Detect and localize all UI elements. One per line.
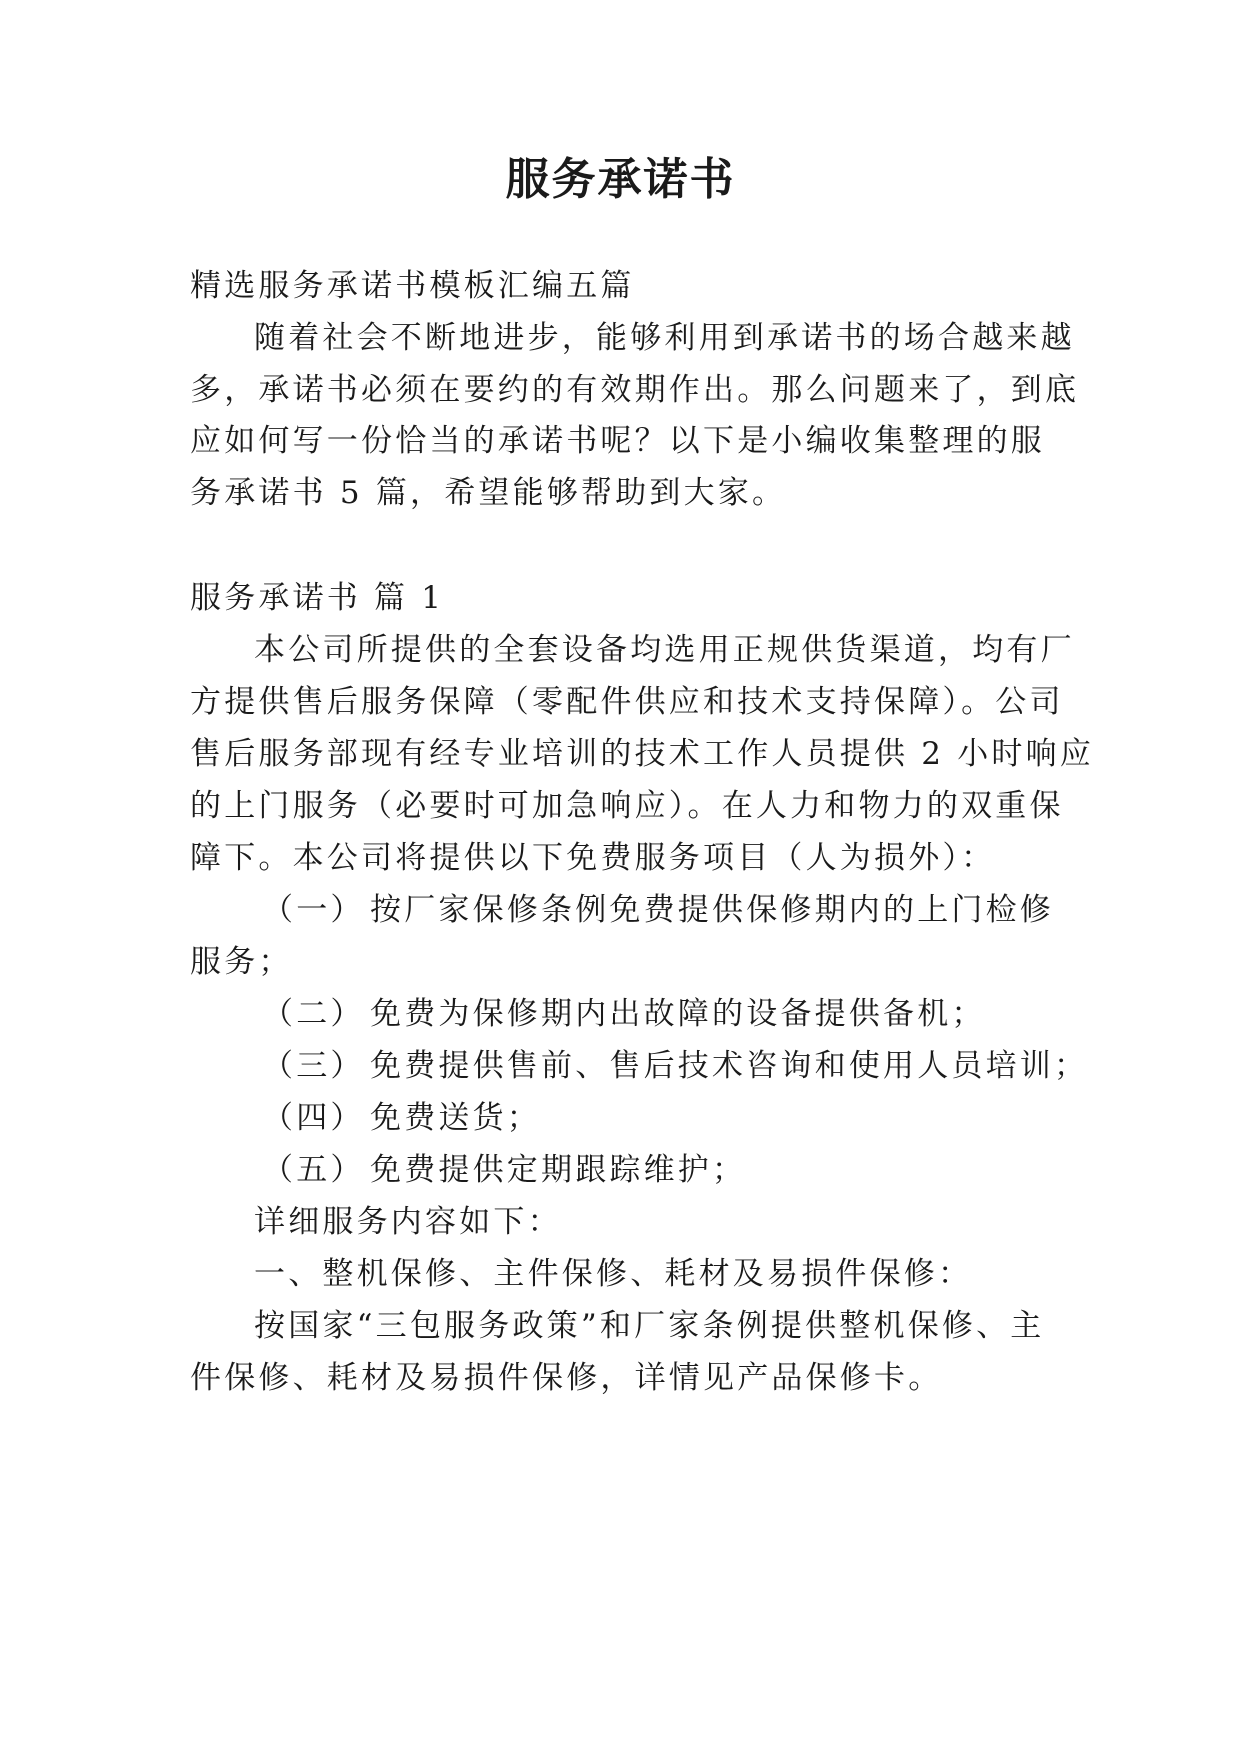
body-line: 本公司所提供的全套设备均选用正规供货渠道，均有厂 (254, 632, 1075, 668)
list-item-text: 按厂家保修条例免费提供保修期内的上门检修 (370, 892, 1054, 928)
body-line: 的上门服务（必要时可加急响应）。在人力和物力的双重保 (190, 788, 1064, 824)
list-item (262, 994, 986, 1034)
list-item-number: （五） (262, 1152, 365, 1188)
document-subtitle: 精选服务承诺书模板汇编五篇 (190, 268, 635, 304)
list-item-text: 免费提供定期跟踪维护； (370, 1152, 747, 1188)
sub-body-line: 件保修、耗材及易损件保修，详情见产品保修卡。 (190, 1360, 943, 1396)
intro-line: 务承诺书 5 篇，希望能够帮助到大家。 (190, 475, 787, 511)
body-line: 障下。本公司将提供以下免费服务项目（人为损外）： (190, 840, 996, 876)
list-item-number: （二） (262, 996, 365, 1032)
sub-heading: 一、整机保修、主件保修、耗材及易损件保修： (254, 1256, 973, 1292)
section-heading: 服务承诺书 篇 1 (190, 580, 445, 616)
list-item (262, 1098, 541, 1138)
intro-line: 多，承诺书必须在要约的有效期作出。那么问题来了，到底 (190, 372, 1080, 408)
list-item-number: （四） (262, 1100, 365, 1136)
list-item-continuation: 服务； (190, 944, 293, 980)
list-item-text: 免费为保修期内出故障的设备提供备机； (370, 996, 986, 1032)
intro-line: 应如何写一份恰当的承诺书呢？以下是小编收集整理的服 (190, 423, 1045, 459)
list-item (262, 890, 1054, 930)
intro-line: 随着社会不断地进步，能够利用到承诺书的场合越来越 (254, 320, 1075, 356)
body-line: 方提供售后服务保障（零配件供应和技术支持保障）。公司 (190, 684, 1064, 720)
list-item-text: 免费送货； (370, 1100, 541, 1136)
sub-body-line: 按国家“三包服务政策”和厂家条例提供整机保修、主 (254, 1308, 1045, 1344)
body-line: 售后服务部现有经专业培训的技术工作人员提供 2 小时响应 (190, 736, 1095, 772)
list-item-text: 免费提供售前、售后技术咨询和使用人员培训； (370, 1048, 1089, 1084)
page-title: 服务承诺书 (505, 154, 736, 205)
list-item (262, 1150, 746, 1190)
list-item-number: （三） (262, 1048, 365, 1084)
list-item-number: （一） (262, 892, 365, 928)
details-intro: 详细服务内容如下： (254, 1204, 562, 1240)
list-item (262, 1046, 1088, 1086)
